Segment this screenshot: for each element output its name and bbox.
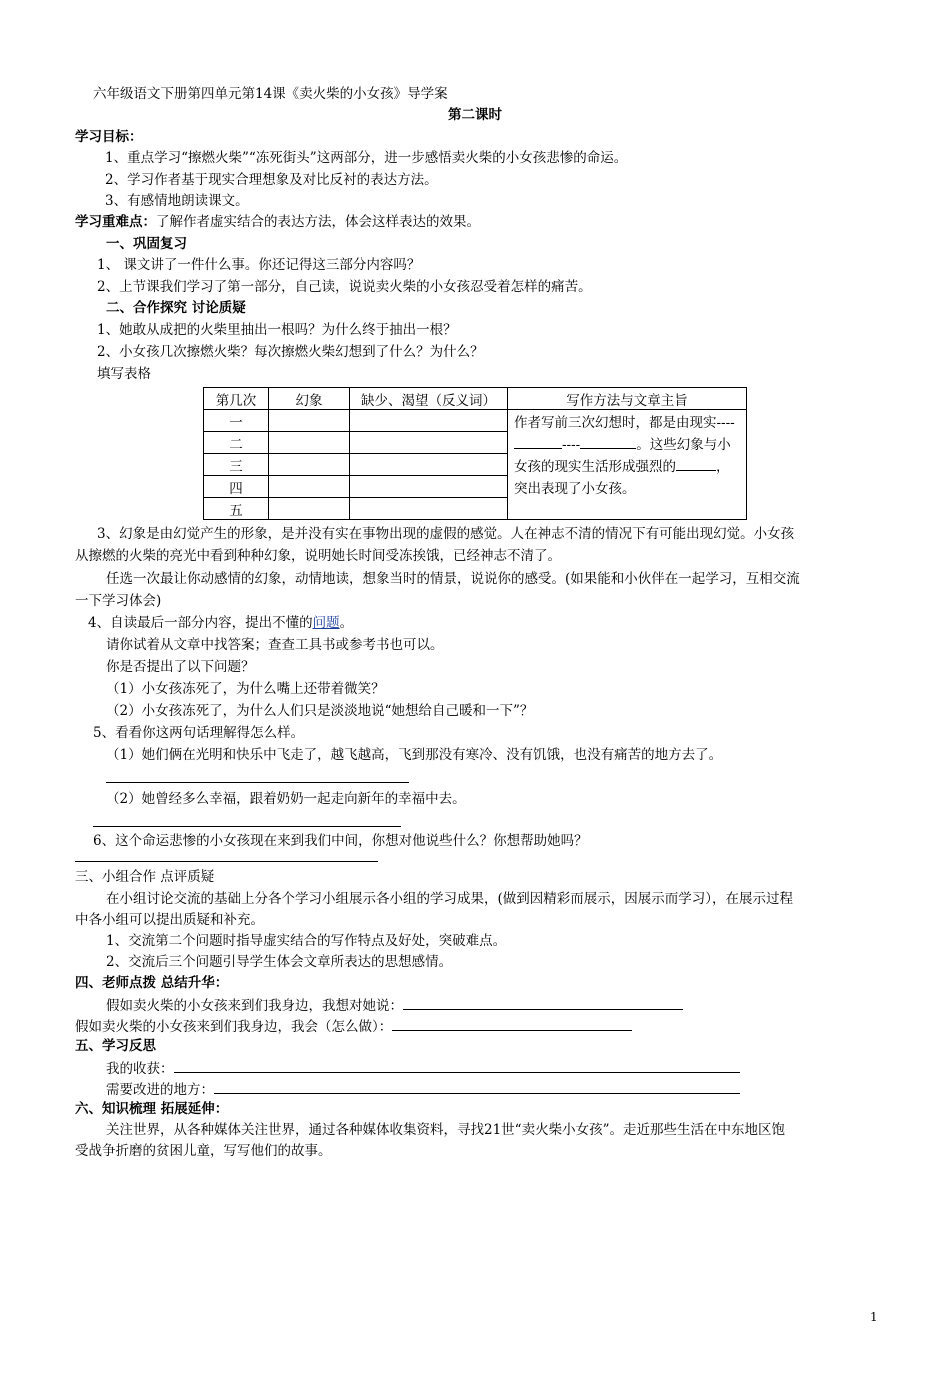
question-item: （2）她曾经多么幸福，跟着奶奶一起走向新年的幸福中去。 [106,791,466,807]
writing-method-cell: 作者写前三次幻想时，都是由现实-------- 。这些幻象与小女孩的现实生活形成强烈的 ，突出表现了小女孩。 [508,410,747,520]
answer-blank[interactable] [174,1058,740,1073]
doc-title: 六年级语文下册第四单元第14课《卖火柴的小女孩》导学案 [93,86,448,102]
desire-cell[interactable] [350,454,508,476]
fantasy-cell[interactable] [269,410,350,432]
answer-line[interactable] [93,826,401,827]
row-index: 二 [204,432,269,454]
paragraph-line: 你是否提出了以下问题？ [106,659,255,675]
explore-question: 1、她敢从成把的火柴里抽出一根吗？为什么终于抽出一根？ [97,322,457,338]
page-number: 1 [870,1310,878,1324]
objective-item: 1、重点学习“擦燃火柴”“冻死街头”这两部分，进一步感悟卖火柴的小女孩悲惨的命运。 [105,150,628,166]
fantasy-cell[interactable] [269,454,350,476]
question-item: （2）小女孩冻死了，为什么人们只是淡淡地说“她想给自己暖和一下”？ [106,703,534,719]
explore-heading: 二、合作探究 讨论质疑 [106,300,246,316]
paragraph-line: 中各小组可以提出质疑和补充。 [75,912,264,928]
summary-prompt: 假如卖火柴的小女孩来到们我身边，我想对她说： [106,995,683,1015]
paragraph-line: 在小组讨论交流的基础上分各个学习小组展示各小组的学习成果，(做到因精彩而展示，因展示而学习），在展示过程 [106,891,794,907]
desire-cell[interactable] [350,410,508,432]
key-points [75,213,480,231]
paragraph-line: 受战争折磨的贫困儿童，写写他们的故事。 [75,1143,332,1159]
row-index: 一 [204,410,269,432]
review-question: 1、 课文讲了一件什么事。你还记得这三部分内容吗？ [97,257,421,273]
group-heading: 三、小组合作 点评质疑 [75,869,215,885]
table-header: 写作方法与文章主旨 [508,388,747,410]
summary-prompt: 假如卖火柴的小女孩来到们我身边，我会（怎么做）： [75,1016,632,1036]
table-row [204,410,747,432]
key-points-label: 学习重难点： [75,214,156,230]
desire-cell[interactable] [350,476,508,498]
paragraph-line: 一下学习体会) [75,593,162,609]
explore-question: 2、小女孩几次擦燃火柴？每次擦燃火柴幻想到了什么？为什么？ [97,344,484,360]
table-header: 第几次 [204,388,269,410]
review-heading: 一、巩固复习 [106,236,187,252]
key-points-text: 了解作者虚实结合的表达方法，体会这样表达的效果。 [156,214,480,230]
question-4: 4、自读最后一部分内容，提出不懂的问题。 [88,615,354,631]
row-index: 五 [204,498,269,520]
question-item: （1）她们俩在光明和快乐中飞走了，越飞越高，飞到那没有寒冷、没有饥饿，也没有痛苦的地方去了。 [106,747,723,763]
reflection-heading: 五、学习反思 [75,1038,156,1054]
group-item: 2、交流后三个问题引导学生体会文章所表达的思想感情。 [106,954,453,970]
answer-line[interactable] [106,782,409,783]
table-header: 缺少、渴望（反义词） [350,388,508,410]
paragraph-line: 请你试着从文章中找答案；查查工具书或参考书也可以。 [106,637,444,653]
reflection-gain: 我的收获： [106,1058,740,1078]
desire-cell[interactable] [350,498,508,520]
table-intro: 填写表格 [97,366,151,382]
table-header-row [204,388,747,410]
question-5: 5、看看你这两句话理解得怎么样。 [93,725,305,741]
summary-heading: 四、老师点拨 总结升华： [75,975,229,991]
paragraph-line: 任选一次最让你动感情的幻象，动情地读，想象当时的情景，说说你的感受。(如果能和小伙伴在一起学习，互相交流 [106,571,800,587]
table-header: 幻象 [269,388,350,410]
fantasy-cell[interactable] [269,498,350,520]
blank[interactable] [676,456,716,471]
blank[interactable] [514,434,562,449]
fantasy-cell[interactable] [269,432,350,454]
paragraph-line: 3、幻象是由幻觉产生的形象，是并没有实在事物出现的虚假的感觉。人在神志不清的情况下有可能出现幻觉。小女孩 [97,526,795,542]
objectives-label: 学习目标： [75,129,143,145]
objective-item: 3、有感情地朗读课文。 [105,193,249,209]
paragraph-line: 从擦燃的火柴的亮光中看到种种幻象，说明她长时间受冻挨饿，已经神志不清了。 [75,548,561,564]
extension-heading: 六、知识梳理 拓展延伸： [75,1101,229,1117]
question-item: （1）小女孩冻死了，为什么嘴上还带着微笑？ [106,681,385,697]
problem-link[interactable]: 问题 [312,615,340,631]
review-question: 2、上节课我们学习了第一部分，自己读，说说卖火柴的小女孩忍受着怎样的痛苦。 [97,279,592,295]
lesson-subtitle: 第二课时 [448,107,502,123]
reflection-improve: 需要改进的地方： [106,1079,740,1099]
group-item: 1、交流第二个问题时指导虚实结合的写作特点及好处，突破难点。 [106,933,507,949]
answer-blank[interactable] [392,1016,632,1031]
row-index: 三 [204,454,269,476]
question-6: 6、这个命运悲惨的小女孩现在来到我们中间，你想对他说些什么？你想帮助她吗？ [93,833,588,849]
answer-line[interactable] [75,861,378,862]
row-index: 四 [204,476,269,498]
answer-blank[interactable] [403,995,683,1010]
blank[interactable] [580,434,636,449]
desire-cell[interactable] [350,432,508,454]
fantasy-cell[interactable] [269,476,350,498]
answer-blank[interactable] [214,1079,740,1094]
paragraph-line: 关注世界，从各种媒体关注世界，通过各种媒体收集资料，寻找21世“卖火柴小女孩”。走近那些生活在中东地区饱 [106,1122,785,1138]
objective-item: 2、学习作者基于现实合理想象及对比反衬的表达方法。 [105,172,438,188]
fantasy-table [203,387,747,520]
